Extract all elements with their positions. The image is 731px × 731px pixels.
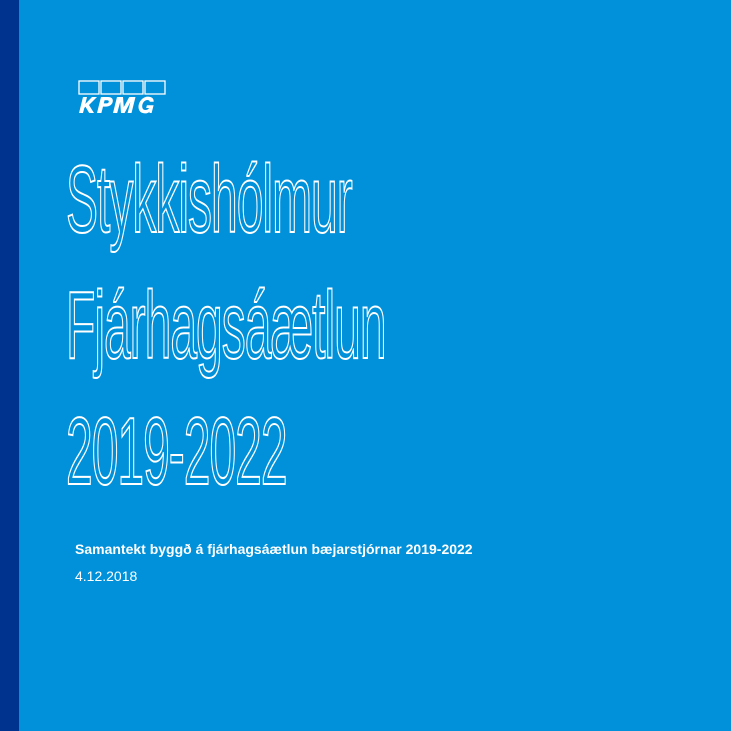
kpmg-logo (75, 80, 167, 120)
side-stripe (0, 0, 19, 731)
report-subtitle: Samantekt byggð á fjárhagsáætlun bæjarstjórnar 2019-2022 (75, 541, 473, 557)
title-line-years: 2019-2022 (66, 398, 287, 505)
title-line-budget: Fjárhagsáætlun (66, 272, 386, 379)
title-line-municipality: Stykkishólmur (66, 146, 352, 253)
report-date: 4.12.2018 (75, 568, 138, 584)
report-title (66, 137, 396, 515)
